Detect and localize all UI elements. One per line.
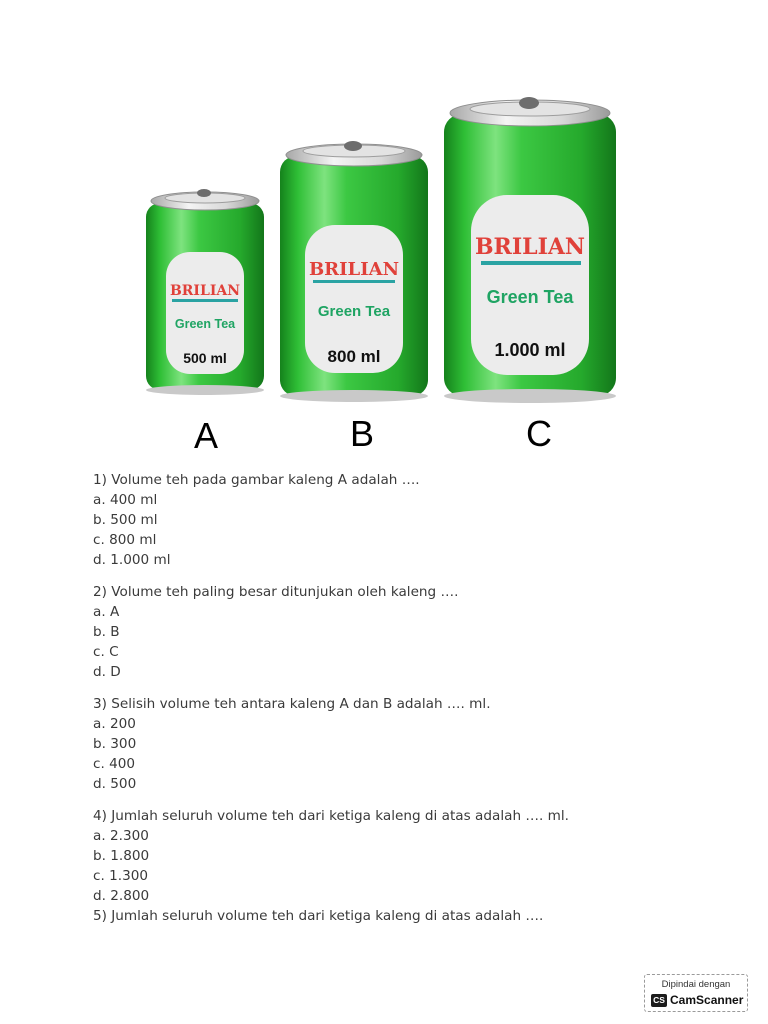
question-text: 1) Volume teh pada gambar kaleng A adalah ….: [93, 472, 420, 488]
can-a-volume: 500 ml: [183, 350, 227, 366]
option: d. 1.000 ml: [93, 552, 171, 568]
option: b. B: [93, 624, 120, 640]
question-text: 5) Jumlah seluruh volume teh dari ketiga kaleng di atas adalah ….: [93, 908, 544, 924]
option: a. 2.300: [93, 828, 149, 844]
question-text: 4) Jumlah seluruh volume teh dari ketiga kaleng di atas adalah …. ml.: [93, 808, 569, 824]
question-3: [93, 694, 713, 794]
can-a-letter: A: [193, 415, 219, 456]
question-2: [93, 582, 713, 682]
can-b-letter: B: [349, 413, 375, 454]
option: a. A: [93, 604, 120, 620]
option: c. 800 ml: [93, 532, 157, 548]
can-b-product: Green Tea: [317, 303, 391, 320]
can-a-product: Green Tea: [174, 317, 236, 331]
watermark-caption: Dipindai dengan: [661, 979, 731, 990]
camscanner-watermark: [644, 974, 748, 1012]
can-c-product: Green Tea: [486, 287, 574, 307]
option: c. 1.300: [93, 868, 149, 884]
option: a. 200: [93, 716, 136, 732]
can-b: [280, 141, 428, 454]
can-c: [444, 97, 616, 454]
option: b. 500 ml: [93, 512, 158, 528]
option: a. 400 ml: [93, 492, 158, 508]
question-text: 2) Volume teh paling besar ditunjukan oleh kaleng ….: [93, 584, 459, 600]
question-list: [93, 470, 713, 938]
can-c-volume: 1.000 ml: [494, 340, 566, 360]
watermark-brand: CamScanner: [670, 993, 744, 1007]
option: b. 1.800: [93, 848, 150, 864]
can-a: [146, 189, 264, 456]
option: d. D: [93, 664, 121, 680]
can-c-brand: BRILIAN: [474, 234, 586, 260]
question-5: [93, 906, 713, 926]
can-c-letter: C: [526, 413, 552, 454]
can-b-brand: BRILIAN: [308, 259, 400, 280]
can-b-volume: 800 ml: [327, 347, 381, 366]
question-1: [93, 470, 713, 570]
question-text: 3) Selisih volume teh antara kaleng A dan B adalah …. ml.: [93, 696, 491, 712]
option: c. 400: [93, 756, 136, 772]
option: d. 2.800: [93, 888, 150, 904]
can-a-brand: BRILIAN: [169, 283, 241, 299]
cans-illustration: [0, 0, 768, 460]
option: b. 300: [93, 736, 137, 752]
option: d. 500: [93, 776, 137, 792]
camscanner-logo-icon: CS: [651, 994, 667, 1007]
option: c. C: [93, 644, 119, 660]
question-4: [93, 806, 713, 906]
